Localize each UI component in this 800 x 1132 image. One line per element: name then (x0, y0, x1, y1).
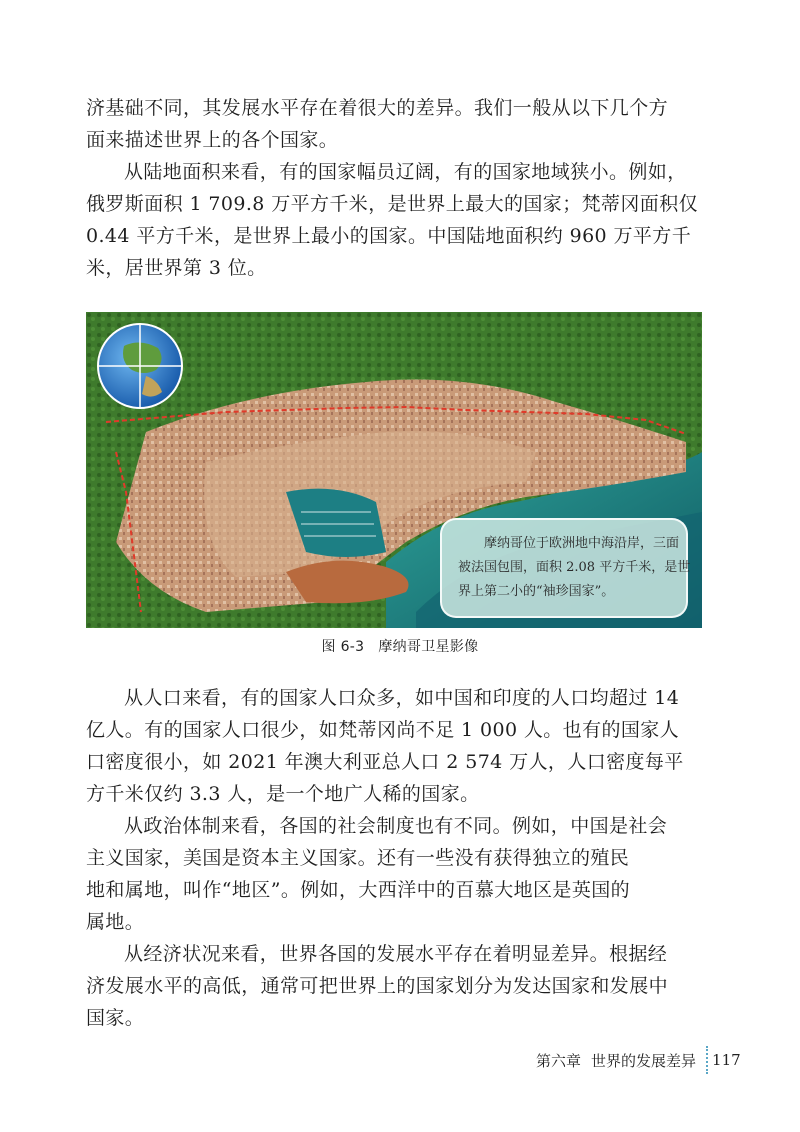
text-line: 从经济状况来看，世界各国的发展水平存在着明显差异。根据经 (124, 943, 668, 965)
page-number: 117 (706, 1046, 741, 1074)
text-line: 从政治体制来看，各国的社会制度也有不同。例如，中国是社会 (124, 815, 668, 837)
text-line: 济发展水平的高低，通常可把世界上的国家划分为发达国家和发展中 (86, 975, 669, 997)
chapter-title: 世界的发展差异 (591, 1051, 697, 1070)
text-line: 地和属地，叫作“地区”。例如，大西洋中的百慕大地区是英国的 (86, 879, 631, 901)
callout-line: 被法国包围，面积 2.08 平方千米，是世 (458, 560, 691, 575)
text-line: 方千米仅约 3.3 人，是一个地广人稀的国家。 (86, 783, 480, 805)
text-line: 济基础不同，其发展水平存在着很大的差异。我们一般从以下几个方 (86, 97, 669, 119)
figure-number: 图 6-3 (321, 639, 365, 655)
image-callout (440, 518, 691, 618)
paragraph-3 (86, 682, 716, 810)
paragraph-4 (86, 810, 716, 938)
callout-line: 界上第二小的“袖珍国家”。 (458, 584, 615, 599)
figure-caption (0, 636, 800, 656)
text-line: 国家。 (86, 1007, 145, 1029)
paragraph-5 (86, 938, 716, 1034)
text-line: 米，居世界第 3 位。 (86, 257, 267, 279)
figure-title: 摩纳哥卫星影像 (378, 639, 479, 655)
paragraph-2 (86, 156, 716, 284)
text-line: 0.44 平方千米，是世界上最小的国家。中国陆地面积约 960 万平方千 (86, 225, 692, 247)
text-line: 俄罗斯面积 1 709.8 万平方千米，是世界上最大的国家；梵蒂冈面积仅 (86, 193, 699, 215)
page-footer (536, 1046, 741, 1074)
text-line: 面来描述世界上的各个国家。 (86, 129, 339, 151)
globe-inset-icon (98, 324, 182, 408)
paragraph-1 (86, 92, 716, 156)
chapter-label: 第六章 (536, 1051, 582, 1070)
text-line: 从陆地面积来看，有的国家幅员辽阔，有的国家地域狭小。例如， (124, 161, 687, 183)
text-line: 属地。 (86, 911, 145, 933)
text-line: 从人口来看，有的国家人口众多，如中国和印度的人口均超过 14 (124, 687, 680, 709)
callout-line: 摩纳哥位于欧洲地中海沿岸，三面 (484, 536, 680, 551)
text-line: 亿人。有的国家人口很少，如梵蒂冈尚不足 1 000 人。也有的国家人 (86, 719, 680, 741)
text-line: 口密度很小，如 2021 年澳大利亚总人口 2 574 万人，人口密度每平 (86, 751, 684, 773)
text-line: 主义国家，美国是资本主义国家。还有一些没有获得独立的殖民 (86, 847, 630, 869)
